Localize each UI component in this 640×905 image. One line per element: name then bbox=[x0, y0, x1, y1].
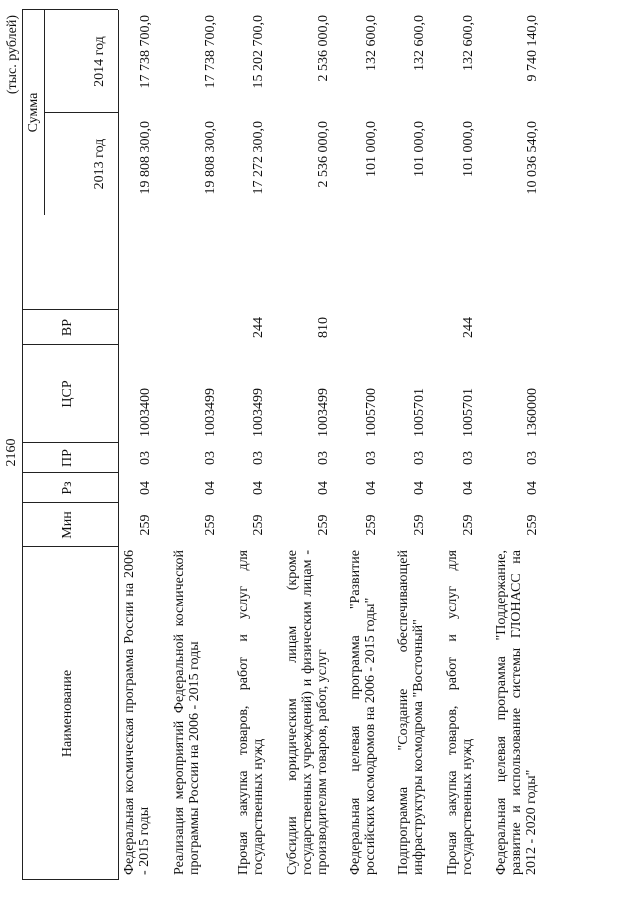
row-csr: 1003400 bbox=[138, 388, 153, 437]
page-number: 2160 bbox=[4, 438, 19, 467]
row-vr: 244 bbox=[461, 317, 476, 338]
col-header-2014: 2014 год bbox=[92, 36, 107, 87]
row-csr: 1005701 bbox=[412, 388, 427, 437]
row-amount-2013: 19 808 300,0 bbox=[138, 121, 153, 195]
row-csr: 1005700 bbox=[364, 388, 379, 437]
row-name: Реализация мероприятий Федеральной космической программы России на 2006 - 2015 годы bbox=[172, 550, 202, 875]
row-rz: 04 bbox=[461, 481, 476, 495]
row-amount-2013: 101 000,0 bbox=[412, 121, 427, 177]
col-header-min: Мин bbox=[60, 511, 75, 539]
row-amount-2014: 132 600,0 bbox=[364, 15, 379, 71]
row-pr: 03 bbox=[251, 451, 266, 465]
row-pr: 03 bbox=[412, 451, 427, 465]
row-min: 259 bbox=[316, 514, 331, 536]
row-name: Федеральная целевая программа "Поддержание, развитие и использование системы ГЛОНАСС на 2012 - 2020 годы" bbox=[494, 550, 539, 875]
row-amount-2014: 132 600,0 bbox=[461, 15, 476, 71]
row-name: Прочая закупка товаров, работ и услуг для государственных нужд bbox=[236, 550, 266, 875]
row-min: 259 bbox=[251, 514, 266, 536]
row-csr: 1005701 bbox=[461, 388, 476, 437]
table-top-border bbox=[22, 10, 23, 880]
row-amount-2013: 19 808 300,0 bbox=[203, 121, 218, 195]
row-rz: 04 bbox=[251, 481, 266, 495]
row-min: 259 bbox=[138, 514, 153, 536]
row-pr: 03 bbox=[525, 451, 540, 465]
row-name: Субсидии юридическим лицам (кроме государственных учреждений) и физическим лицам - производителям товаров, работ, услуг bbox=[285, 550, 330, 875]
row-min: 259 bbox=[461, 514, 476, 536]
col-header-name: Наименование bbox=[60, 669, 75, 758]
row-pr: 03 bbox=[316, 451, 331, 465]
row-amount-2014: 9 740 140,0 bbox=[525, 15, 540, 82]
row-min: 259 bbox=[525, 514, 540, 536]
row-amount-2014: 2 536 000,0 bbox=[316, 15, 331, 82]
row-vr: 244 bbox=[251, 317, 266, 338]
row-csr: 1360000 bbox=[525, 388, 540, 437]
row-pr: 03 bbox=[461, 451, 476, 465]
col-header-pr: ПР bbox=[60, 449, 75, 467]
col-header-vr: ВР bbox=[60, 318, 75, 337]
units-label: (тыс. рублей) bbox=[5, 15, 20, 95]
row-amount-2014: 17 738 700,0 bbox=[203, 15, 218, 89]
row-min: 259 bbox=[203, 514, 218, 536]
row-amount-2014: 17 738 700,0 bbox=[138, 15, 153, 89]
row-amount-2013: 101 000,0 bbox=[364, 121, 379, 177]
row-vr: 810 bbox=[316, 317, 331, 338]
row-amount-2013: 10 036 540,0 bbox=[525, 121, 540, 195]
row-name: Федеральная целевая программа "Развитие российских космодромов на 2006 - 2015 годы" bbox=[348, 550, 378, 875]
row-name: Подпрограмма "Создание обеспечивающей инфраструктуры космодрома "Восточный" bbox=[396, 550, 426, 875]
row-rz: 04 bbox=[525, 481, 540, 495]
row-csr: 1003499 bbox=[203, 388, 218, 437]
row-rz: 04 bbox=[203, 481, 218, 495]
header-bottom-border bbox=[118, 10, 119, 880]
row-rz: 04 bbox=[316, 481, 331, 495]
row-amount-2014: 15 202 700,0 bbox=[251, 15, 266, 89]
col-header-csr: ЦСР bbox=[60, 380, 75, 408]
row-rz: 04 bbox=[138, 481, 153, 495]
row-min: 259 bbox=[412, 514, 427, 536]
row-csr: 1003499 bbox=[251, 388, 266, 437]
row-amount-2013: 2 536 000,0 bbox=[316, 121, 331, 188]
row-amount-2013: 17 272 300,0 bbox=[251, 121, 266, 195]
row-min: 259 bbox=[364, 514, 379, 536]
row-csr: 1003499 bbox=[316, 388, 331, 437]
row-rz: 04 bbox=[412, 481, 427, 495]
row-amount-2014: 132 600,0 bbox=[412, 15, 427, 71]
row-rz: 04 bbox=[364, 481, 379, 495]
row-name: Прочая закупка товаров, работ и услуг для государственных нужд bbox=[445, 550, 475, 875]
row-pr: 03 bbox=[364, 451, 379, 465]
col-header-2013: 2013 год bbox=[92, 138, 107, 190]
col-header-rz: Рз bbox=[60, 481, 75, 495]
row-pr: 03 bbox=[203, 451, 218, 465]
row-amount-2013: 101 000,0 bbox=[461, 121, 476, 177]
row-name: Федеральная космическая программа России на 2006 - 2015 годы bbox=[122, 550, 152, 875]
row-pr: 03 bbox=[138, 451, 153, 465]
col-header-sum: Сумма bbox=[26, 92, 41, 133]
